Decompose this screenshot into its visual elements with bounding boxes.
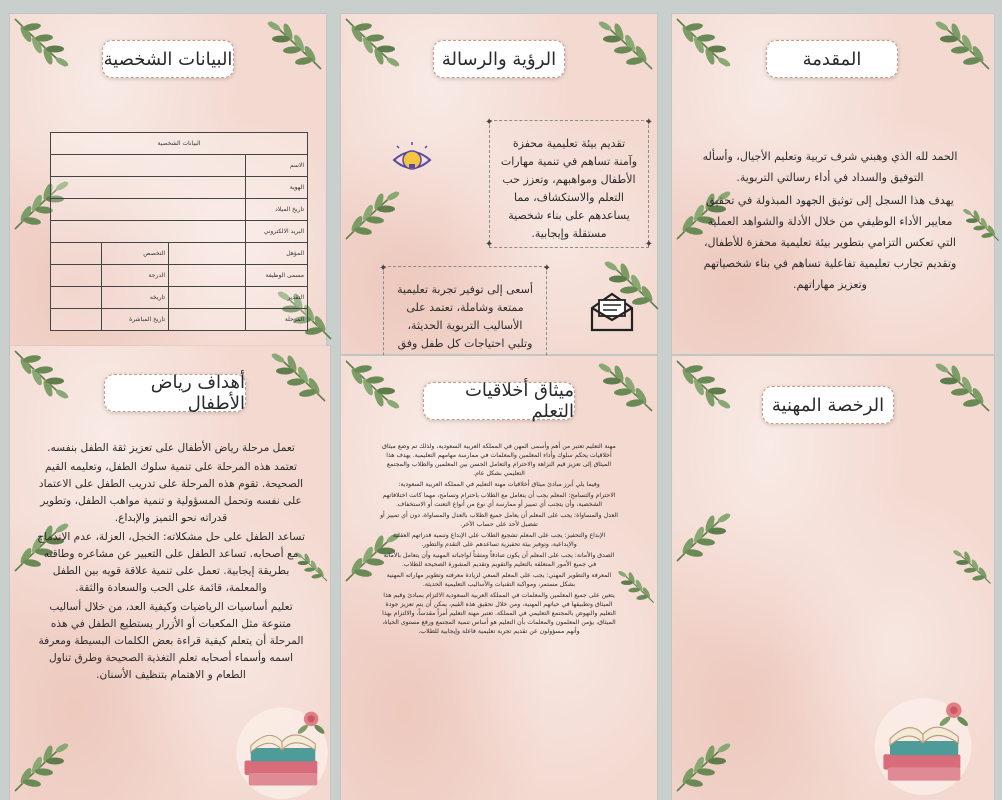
ethics-paragraph: وفيما يلي أبرز مبادئ ميثاق أخلاقيات مهنة التعليم في المملكة العربية السعودية: [398, 481, 600, 488]
ethics-paragraph: الإبداع والتحفيز: يجب على المعلم تشجيع الطلاب على الإبداع وتنمية قدراتهم العقلية والإبداعية، وتوفير بيئة تحفيزية تساعدهم على التقدم والتطور. [392, 532, 606, 548]
leaf-sprig-icon [952, 536, 994, 596]
ethics-paragraph: العدل والمساواة: يجب على المعلم أن يعامل جميع الطلاب بالعدل والمساواة، دون أي تمييز أو تفضيل لأحد على حساب الآخر. [380, 512, 618, 528]
table-row: مسمى الوظيفة الدرجة [51, 265, 308, 287]
page-ethics [341, 356, 657, 800]
table-row: تاريخ الميلاد [51, 199, 308, 221]
books-rose-icon [868, 686, 978, 796]
table-row [51, 133, 308, 155]
leaf-sprig-icon [341, 184, 401, 244]
leaf-sprig-icon [934, 356, 994, 416]
leaf-sprig-icon [266, 14, 326, 74]
page-title: الرخصة المهنية [762, 386, 894, 424]
page-title: البيانات الشخصية [102, 40, 234, 78]
leaf-sprig-icon [597, 356, 657, 416]
ethics-paragraph: يتعين على جميع المعلمين والمعلمات في المملكة العربية السعودية الالتزام بمبادئ وقيم هذا الميثاق وتطبيقها في حياتهم المهنية، ومن خلال تحقيق هذه القيم، يمكن أن يتم تعزيز جودة التعليم والنهوض بالمجتمع التعليمي في المملكة. تعتبر مهنة التعليم أمراً مقدساً، والالتزام بهذا الميثاق، يؤمن المعلمون والمعلمات بأن التعليم هو أساس تنمية المجتمع ورفع مستوى الحياة، وأنهم مسؤولون عن تقديم تجربة تعليمية فاعلة وإيجابية للطلاب. [382, 592, 616, 635]
vision-text: تقديم بيئة تعليمية محفزة وآمنة تساهم في تنمية مهارات الأطفال ومواهبهم، وتعزز حب التعلم والاستكشاف، مما يساعدهم على بناء شخصية مستقلة وإيجابية. [500, 137, 638, 240]
leaf-sprig-icon [962, 194, 1002, 254]
intro-paragraph: يهدف هذا السجل إلى توثيق الجهود المبذولة في تحقيق معايير الأداء الوظيفي من خلال الأدلة والشواهد العملية التي تعكس التزامي بتطوير بيئة تعليمية محفزة للأطفال، وتقديم تجارب تعليمية تفاعلية تساهم في بناء شخصياتهم وتعزيز مهاراتهم. [703, 194, 957, 291]
ethics-paragraph: الاحترام والتسامح: المعلم يجب أن يتعامل مع الطلاب باحترام وتسامح، مهما كانت اختلافاتهم الشخصية، وأن يتجنب أي تمييز أو ممارسة أي نوع من أنواع التعنت أو الاستخفاف. [382, 492, 616, 508]
goals-text [36, 440, 306, 686]
mission-box: ✦ ✦ أسعى إلى توفير تجربة تعليمية ممتعة وشاملة، تعتمد على الأساليب التربوية الحديثة، وتلبي احتياجات كل طفل وفق [383, 266, 547, 396]
page-title: المقدمة [766, 40, 898, 78]
leaf-sprig-icon [341, 356, 401, 416]
page-title: الرؤية والرسالة [433, 40, 565, 78]
leaf-sprig-icon [672, 14, 732, 74]
ethics-paragraph: المعرفة والتطوير المهني: يجب على المعلم السعي لزيادة معرفته وتطوير مهاراته المهنية بشكل مستمر، ومواكبة التقنيات والأساليب التعليمية الحديثة. [386, 572, 612, 588]
page-title: ميثاق أخلاقيات التعلم [423, 382, 575, 420]
mission-text: أسعى إلى توفير تجربة تعليمية ممتعة وشاملة، تعتمد على الأساليب التربوية الحديثة، وتلبي احتياجات كل طفل وفق [397, 283, 533, 350]
ethics-paragraph: الصدق والأمانة: يجب على المعلم أن يكون صادقاً ومتقناً لواجباته المهنية وأن يتعامل بالأمانة في جميع الأمور المتعلقة بالتعليم والتقويم وتقديم المشورة الصحيحة للطلاب. [383, 552, 615, 568]
leaf-sprig-icon [10, 736, 70, 796]
leaf-sprig-icon [672, 506, 732, 566]
page-license [672, 356, 994, 800]
leaf-sprig-icon [672, 356, 732, 416]
table-row: المؤهل التخصص [51, 243, 308, 265]
table-header: البيانات الشخصية [51, 133, 308, 155]
table-row: التقدير تاريخه [51, 287, 308, 309]
page-title: أهداف رياض الأطفال [104, 374, 246, 412]
leaf-sprig-icon [672, 736, 732, 796]
leaf-sprig-icon [934, 14, 994, 74]
table-row: البريد الالكتروني [51, 221, 308, 243]
goals-paragraph: تعتمد هذه المرحلة على تنمية سلوك الطفل، وتعليمه القيم الصحيحة. تقوم هذه المرحلة على تدريب الطفل على الاعتماد على نفسه وتحمل المسؤولية و تنمية مواهب الطفل، وتطوير قدراته نحو التميز والإبداع. [38, 461, 304, 524]
page-vision [341, 14, 657, 354]
envelope-icon [588, 290, 636, 334]
leaf-sprig-icon [597, 14, 657, 74]
page-goals [10, 346, 330, 800]
intro-paragraph: الحمد لله الذي وهبني شرف تربية وتعليم الأجيال، وأسأله التوفيق والسداد في أداء رسالتي التربوية. [702, 150, 958, 184]
leaf-sprig-icon [270, 346, 330, 406]
ethics-text [379, 442, 619, 638]
page-intro [672, 14, 994, 354]
goals-paragraph: تعليم أساسيات الرياضيات وكيفية العد، من خلال أساليب متنوعة مثل المكعبات أو الأزرار يستطيع الطفل في هذه المرحلة أن يتعلم كيفية قراءة بعض الكلمات البسيطة ومعرفة اسمه وأسماء أصحابه تعلم التغذية الصحيحة وطرق تناول الطعام و الاهتمام بتنظيف الأسنان. [38, 601, 304, 681]
table-row: المرحلة تاريخ المباشرة [51, 309, 308, 331]
goals-paragraph: تساعد الطفل على حل مشكلاته: الخجل، العزلة، عدم الاندماج مع أصحابه. تساعد الطفل على التعبير عن مشاعره وطاقته بطريقة إيجابية. تعمل على تنمية علاقة قويه بين الطفل والمعلمة، قائمة على الحب والسعادة والثقة. [37, 531, 305, 594]
books-rose-icon [230, 696, 334, 800]
table-row: الهوية [51, 177, 308, 199]
leaf-sprig-icon [617, 556, 657, 616]
personal-data-table [50, 132, 308, 331]
table-row: الاسم [51, 155, 308, 177]
goals-paragraph: تعمل مرحلة رياض الأطفال على تعزيز ثقة الطفل بنفسه. [47, 442, 295, 454]
page-personal [10, 14, 326, 354]
vision-box: ✦ ✦ ✦ ✦ تقديم بيئة تعليمية محفزة وآمنة تساهم في تنمية مهارات الأطفال ومواهبهم، وتعزز حب التعلم والاستكشاف، مما يساعدهم على بناء شخصية مستقلة وإيجابية. [485, 117, 653, 250]
leaf-sprig-icon [341, 14, 401, 74]
leaf-sprig-icon [10, 14, 70, 74]
ethics-paragraph: مهنة التعليم تعتبر من أهم وأسمى المهن في المملكة العربية السعودية، ولذلك تم وضع ميثاق أخلاقيات يحكم سلوك وأداء المعلمين والمعلمات في ممارسة مهامهم التعليمية. يهدف هذا الميثاق إلى تعزيز قيم النزاهة والاحترام والتعامل الحسن بين المعلمين والطلاب والمجتمع التعليمي بشكل عام. [382, 443, 616, 477]
intro-text [702, 146, 958, 297]
lightbulb-eye-icon [391, 142, 433, 178]
leaf-sprig-icon [10, 346, 70, 406]
